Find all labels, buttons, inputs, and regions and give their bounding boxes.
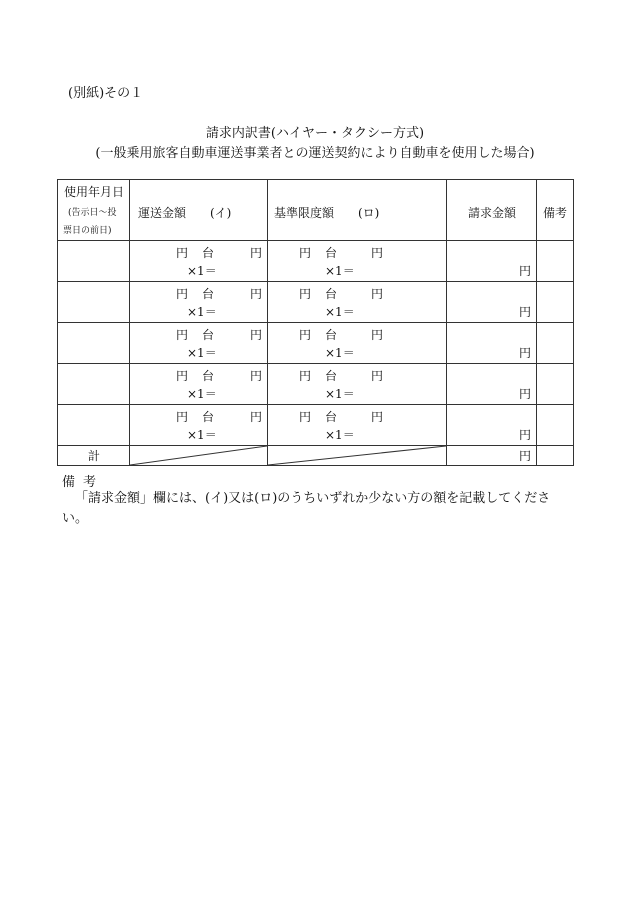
cell-standard-limit <box>268 323 447 364</box>
unit-yen: 円 <box>299 369 312 383</box>
multiplier: ×1＝ <box>325 346 355 360</box>
cell-remarks <box>537 241 574 282</box>
cell-billing-amount <box>447 282 537 323</box>
cell-remarks <box>537 405 574 446</box>
unit-yen: 円 <box>299 410 312 424</box>
cell-remarks <box>537 364 574 405</box>
cell-billing-amount <box>447 241 537 282</box>
total-billing-amount-cell <box>447 446 537 466</box>
multiplier: ×1＝ <box>187 305 217 319</box>
unit-yen: 円 <box>519 346 532 360</box>
total-label: 計 <box>88 449 101 463</box>
table-row <box>58 405 574 446</box>
cell-date <box>58 364 130 405</box>
multiplier: ×1＝ <box>187 387 217 401</box>
unit-yen: 円 <box>176 246 189 260</box>
annex-label: (別紙)その１ <box>68 86 144 101</box>
cell-standard-limit <box>268 241 447 282</box>
cell-date <box>58 405 130 446</box>
unit-yen: 円 <box>371 328 384 342</box>
cell-transport-fee <box>130 241 268 282</box>
table-row <box>58 323 574 364</box>
cell-standard-limit <box>268 364 447 405</box>
multiplier: ×1＝ <box>325 305 355 319</box>
cell-transport-fee <box>130 323 268 364</box>
header-standard-limit-label: 基準限度額 (ロ) <box>274 206 380 220</box>
total-standard-limit-cell <box>268 446 447 466</box>
cell-remarks <box>537 323 574 364</box>
unit-yen: 円 <box>519 387 532 401</box>
total-row <box>58 446 574 466</box>
multiplier: ×1＝ <box>325 387 355 401</box>
unit-yen: 円 <box>299 328 312 342</box>
total-transport-fee-cell <box>130 446 268 466</box>
diagonal-line <box>268 446 446 465</box>
table-row <box>58 282 574 323</box>
document-title: 請求内訳書(ハイヤー・タクシー方式) <box>205 126 425 141</box>
multiplier: ×1＝ <box>187 428 217 442</box>
unit-yen: 円 <box>250 328 263 342</box>
unit-yen: 円 <box>519 305 532 319</box>
unit-vehicles: 台 <box>325 246 338 260</box>
remarks-body: 「請求金額」欄には、(イ)又は(ロ)のうちいずれか少ない方の額を記載してください。 <box>62 491 551 526</box>
total-label-cell <box>58 446 130 466</box>
unit-yen: 円 <box>250 246 263 260</box>
cell-transport-fee <box>130 282 268 323</box>
unit-yen: 円 <box>176 328 189 342</box>
unit-vehicles: 台 <box>325 410 338 424</box>
table-row <box>58 241 574 282</box>
unit-vehicles: 台 <box>202 328 215 342</box>
header-remarks <box>537 180 574 241</box>
cell-billing-amount <box>447 405 537 446</box>
unit-vehicles: 台 <box>325 328 338 342</box>
header-remarks-label: 備考 <box>543 206 568 220</box>
cell-date <box>58 282 130 323</box>
cell-billing-amount <box>447 323 537 364</box>
unit-yen: 円 <box>176 369 189 383</box>
cell-transport-fee <box>130 364 268 405</box>
total-remarks-cell <box>537 446 574 466</box>
unit-yen: 円 <box>250 410 263 424</box>
multiplier: ×1＝ <box>187 346 217 360</box>
cell-transport-fee <box>130 405 268 446</box>
cell-standard-limit <box>268 405 447 446</box>
header-date-line3: 票日の前日) <box>63 226 112 236</box>
unit-yen: 円 <box>176 287 189 301</box>
header-transport-fee-label: 運送金額 (イ) <box>138 206 232 220</box>
header-billing-amount-label: 請求金額 <box>468 206 517 220</box>
unit-yen: 円 <box>250 287 263 301</box>
unit-vehicles: 台 <box>202 287 215 301</box>
unit-yen: 円 <box>371 369 384 383</box>
multiplier: ×1＝ <box>187 264 217 278</box>
header-date-line2: (告示日〜投 <box>68 208 117 218</box>
unit-yen: 円 <box>519 428 532 442</box>
unit-yen: 円 <box>519 264 532 278</box>
unit-vehicles: 台 <box>325 287 338 301</box>
unit-yen: 円 <box>176 410 189 424</box>
document-subtitle: (一般乗用旅客自動車運送事業者との運送契約により自動車を使用した場合) <box>95 146 535 161</box>
diagonal-line <box>130 446 267 465</box>
multiplier: ×1＝ <box>325 264 355 278</box>
cell-date <box>58 241 130 282</box>
unit-vehicles: 台 <box>202 410 215 424</box>
header-date-line1: 使用年月日 <box>64 185 125 199</box>
header-standard-limit <box>268 180 447 241</box>
cell-remarks <box>537 282 574 323</box>
unit-vehicles: 台 <box>325 369 338 383</box>
remarks-heading: 備考 <box>62 475 105 490</box>
unit-vehicles: 台 <box>202 246 215 260</box>
table-row <box>58 364 574 405</box>
header-billing-amount <box>447 180 537 241</box>
cell-billing-amount <box>447 364 537 405</box>
unit-yen: 円 <box>299 287 312 301</box>
unit-yen: 円 <box>299 246 312 260</box>
unit-yen: 円 <box>371 287 384 301</box>
table-header-row <box>58 180 574 241</box>
cell-standard-limit <box>268 282 447 323</box>
unit-yen: 円 <box>250 369 263 383</box>
unit-yen: 円 <box>371 410 384 424</box>
header-transport-fee <box>130 180 268 241</box>
header-date <box>58 180 130 241</box>
unit-yen: 円 <box>371 246 384 260</box>
multiplier: ×1＝ <box>325 428 355 442</box>
unit-vehicles: 台 <box>202 369 215 383</box>
billing-breakdown-table <box>57 179 574 466</box>
unit-yen: 円 <box>519 449 532 463</box>
cell-date <box>58 323 130 364</box>
